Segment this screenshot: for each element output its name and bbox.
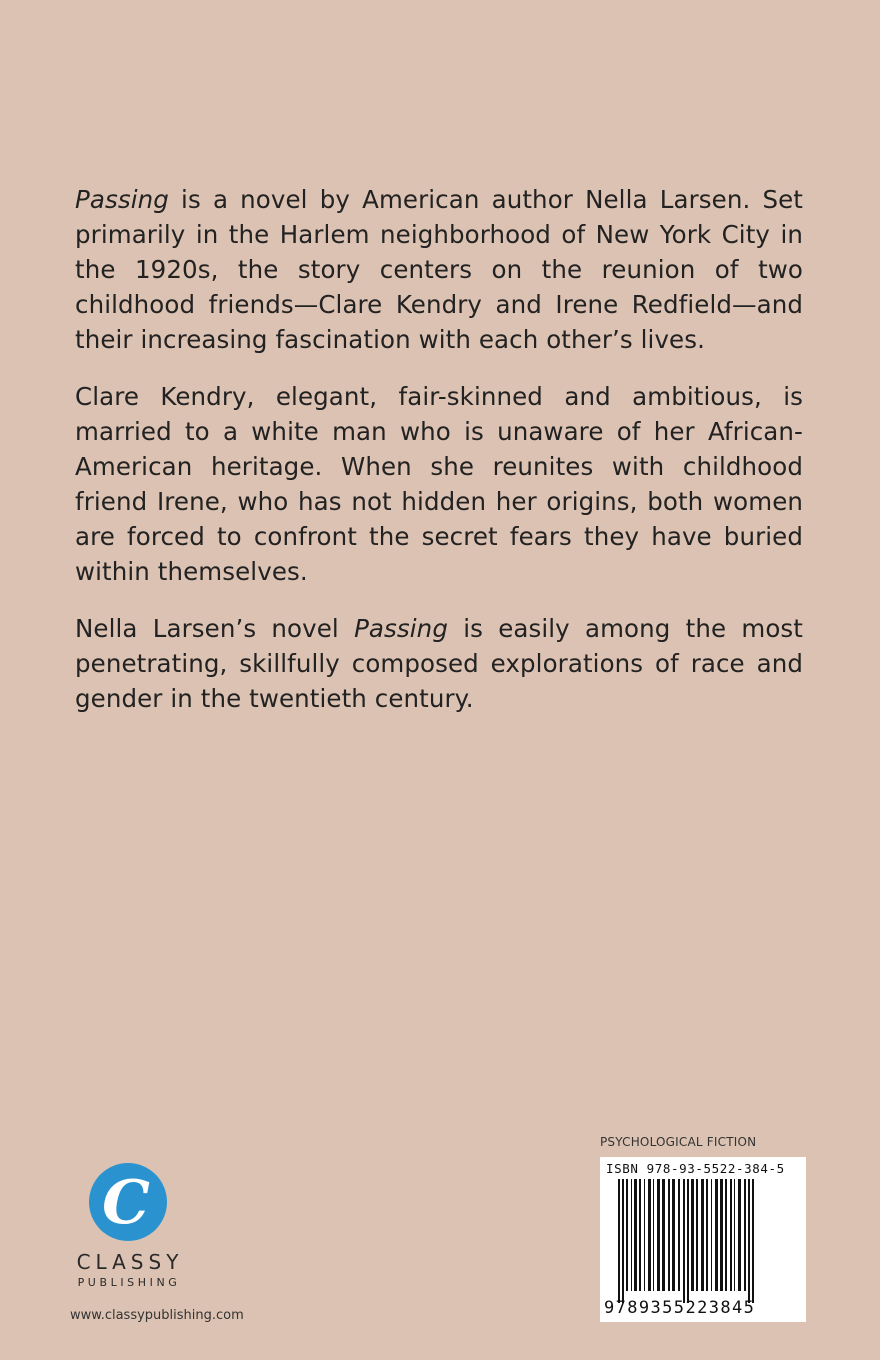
barcode-bar (752, 1179, 754, 1303)
logo-letter: C (102, 1168, 150, 1238)
barcode-bar (748, 1179, 750, 1303)
barcode-bar (634, 1179, 637, 1291)
blurb-text: Nella Larsen’s novel (75, 614, 355, 643)
barcode-bar (696, 1179, 698, 1291)
blurb-paragraph-2 (75, 379, 803, 589)
barcode-bar (730, 1179, 732, 1291)
blurb-paragraph-1 (75, 182, 803, 357)
barcode-bar (683, 1179, 685, 1303)
isbn-label: ISBN 978-93-5522-384-5 (606, 1161, 785, 1176)
barcode-bar (711, 1179, 712, 1291)
barcode-bar (706, 1179, 708, 1291)
isbn-barcode (600, 1157, 806, 1322)
barcode-bar (653, 1179, 654, 1291)
barcode-bar (715, 1179, 718, 1291)
publisher-name: CLASSY (76, 1250, 184, 1274)
barcode-bar (618, 1179, 620, 1303)
blurb (75, 182, 803, 738)
barcode-bar (738, 1179, 741, 1291)
barcode-bar (725, 1179, 727, 1291)
barcode-bar (734, 1179, 735, 1291)
classy-c-logo-icon (86, 1160, 170, 1244)
blurb-text: is easily among the most penetrating, skillfully composed explorations of race and gender in the twentieth century. (75, 614, 804, 713)
barcode-bar (691, 1179, 694, 1291)
blurb-text: Clare Kendry, elegant, fair-skinned and ambitious, is married to a white man who is unaware of her African-American heritage. When she reunites with childhood friend Irene, who has not hidden her origins, both women are forced to confront the secret fears they have buried within themselves. (75, 382, 803, 586)
barcode-bar (668, 1179, 670, 1291)
book-title: Passing (354, 614, 448, 643)
barcode-bar (701, 1179, 704, 1291)
publisher-website: www.classypublishing.com (70, 1308, 244, 1323)
barcode-bar (662, 1179, 665, 1291)
genre-label: PSYCHOLOGICAL FICTION (600, 1135, 757, 1149)
barcode-bar (626, 1179, 628, 1291)
blurb-paragraph-3 (75, 611, 803, 716)
publisher-logo (70, 1160, 186, 1289)
barcode-bar (672, 1179, 675, 1291)
barcode-bar (648, 1179, 651, 1291)
barcode-bar (631, 1179, 632, 1291)
blurb-text: is a novel by American author Nella Larsen. Set primarily in the Harlem neighborhood of New York City in the 1920s, the story centers on the reunion of two childhood friends—Clare Kendry and Irene Redfield—and their increasing fascination with each other’s lives. (75, 185, 803, 354)
barcode-bar (687, 1179, 689, 1303)
barcode-bar (639, 1179, 641, 1291)
barcode-bar (644, 1179, 645, 1291)
barcode-digits: 9789355223845 (604, 1298, 756, 1318)
barcode-bar (720, 1179, 723, 1291)
book-title: Passing (75, 185, 169, 214)
barcode-bar (744, 1179, 746, 1291)
barcode-bar (657, 1179, 660, 1291)
publisher-subname: PUBLISHING (77, 1276, 181, 1289)
barcode-bar (678, 1179, 680, 1291)
barcode-bar (622, 1179, 624, 1303)
